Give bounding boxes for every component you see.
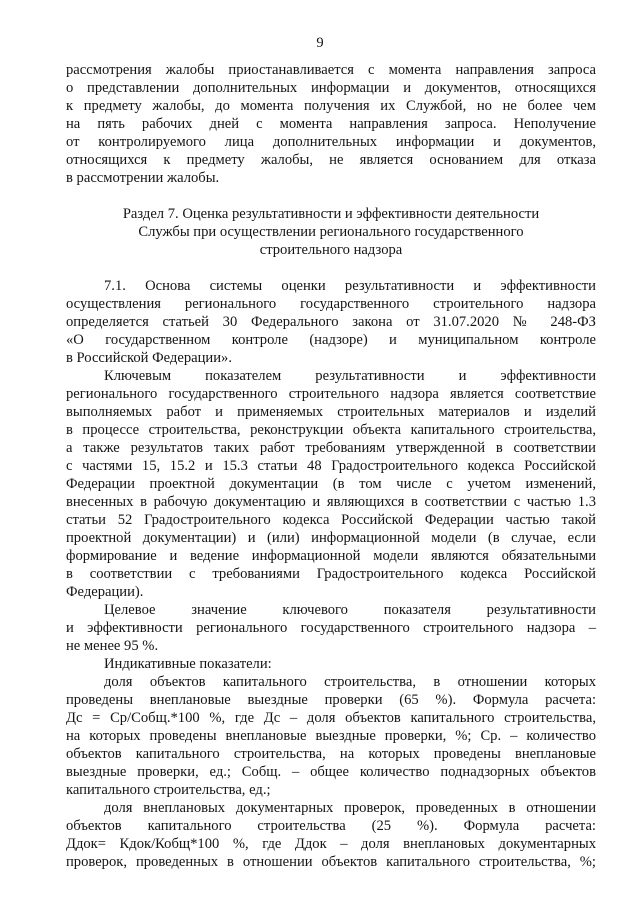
text-line: определяется статьей 30 Федерального закона от 31.07.2020 № 248-ФЗ	[66, 314, 596, 330]
text-line: Целевое значение ключевого показателя результативности	[104, 602, 596, 618]
text-line: рассмотрения жалобы приостанавливается с момента направления запроса	[66, 62, 596, 78]
text-line: проектной документации) и (или) информационной модели (в случае, если	[66, 530, 596, 546]
text-line: Ддок= Кдок/Кобщ*100 %, где Ддок – доля внеплановых документарных	[66, 836, 596, 852]
section-heading-line: Службы при осуществлении регионального государственного	[138, 224, 524, 240]
text-line: осуществления регионального государственного строительного надзора	[66, 296, 596, 312]
text-line: доля объектов капитального строительства, в отношении которых	[104, 674, 596, 690]
text-line: в процессе строительства, реконструкции объекта капитального строительства,	[66, 422, 596, 438]
text-line: объектов капитального строительства (25 %). Формула расчета:	[66, 818, 596, 834]
text-line: формирование и ведение информационной модели являются обязательными	[66, 548, 596, 564]
text-line: а также результатов таких работ требованиям утвержденной в соответствии	[66, 440, 596, 456]
text-line: 7.1. Основа системы оценки результативности и эффективности	[104, 278, 596, 294]
text-line: Федерации).	[66, 584, 144, 600]
text-line: и эффективности регионального государственного строительного надзора –	[66, 620, 596, 636]
section-heading-line: строительного надзора	[259, 242, 403, 258]
text-line: капитального строительства, ед.;	[66, 782, 271, 798]
text-line: проверок, проведенных в отношении объектов капитального строительства, %;	[66, 854, 596, 870]
text-line: внесенных в рабочую документацию и являющихся в соответствии с частью 1.3	[66, 494, 596, 510]
text-line: выездные проверки, ед.; Собщ. – общее количество поднадзорных объектов	[66, 764, 596, 780]
text-line: проведены внеплановые выездные проверки (65 %). Формула расчета:	[66, 692, 596, 708]
text-line: на которых проведены внеплановые выездные проверки, %; Ср. – количество	[66, 728, 596, 744]
text-line: Дс = Ср/Собщ.*100 %, где Дс – доля объектов капитального строительства,	[66, 710, 596, 726]
text-line: в соответствии с требованиями Градостроительного кодекса Российской	[66, 566, 596, 582]
text-line: «О государственном контроле (надзоре) и муниципальном контроле	[66, 332, 596, 348]
page-number: 9	[316, 35, 324, 51]
text-line: Ключевым показателем результативности и эффективности	[104, 368, 596, 384]
text-line: Федерации проектной документации (в том числе с учетом изменений,	[66, 476, 596, 492]
section-heading-line: Раздел 7. Оценка результативности и эффективности деятельности	[122, 206, 540, 222]
text-line: в рассмотрении жалобы.	[66, 170, 220, 186]
text-line: доля внеплановых документарных проверок, проведенных в отношении	[104, 800, 596, 816]
text-line: на пять рабочих дней с момента направления запроса. Неполучение	[66, 116, 596, 132]
text-line: Индикативные показатели:	[104, 656, 272, 672]
text-line: о представлении дополнительных информации и документов, относящихся	[66, 80, 596, 96]
text-line: регионального государственного строительного надзора является соответствие	[66, 386, 596, 402]
text-line: объектов капитального строительства, на которых проведены внеплановые	[66, 746, 596, 762]
text-line: относящихся к предмету жалобы, не является основанием для отказа	[66, 152, 596, 168]
text-line: в Российской Федерации».	[66, 350, 232, 366]
text-line: от контролируемого лица дополнительных информации и документов,	[66, 134, 596, 150]
text-line: статьи 52 Градостроительного кодекса Российской Федерации частью такой	[66, 512, 596, 528]
text-line: с частями 15, 15.2 и 15.3 статьи 48 Градостроительного кодекса Российской	[66, 458, 596, 474]
text-line: не менее 95 %.	[66, 638, 159, 654]
text-line: к предмету жалобы, до момента получения их Службой, но не более чем	[66, 98, 596, 114]
text-line: выполняемых работ и применяемых строительных материалов и изделий	[66, 404, 596, 420]
